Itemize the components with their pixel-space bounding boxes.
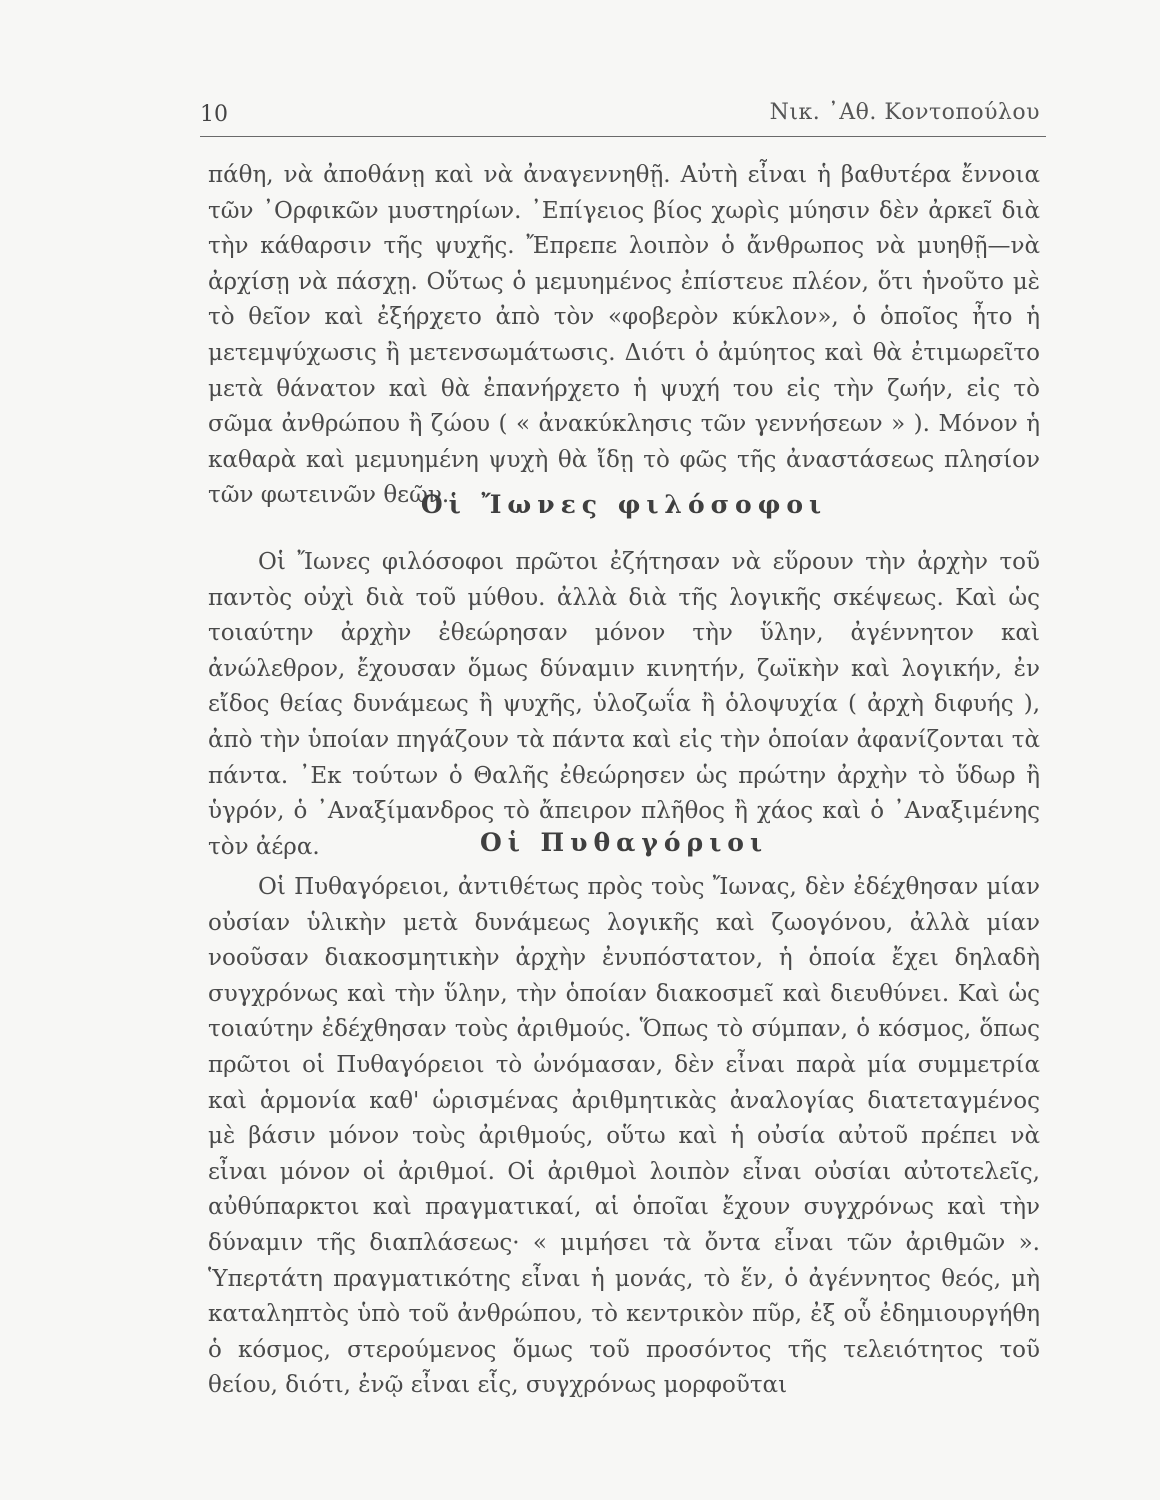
paragraph-ionian-philosophers: Οἱ Ἴωνες φιλόσοφοι πρῶτοι ἐζήτησαν νὰ εὕρουν τὴν ἀρχὴν τοῦ παντὸς οὐχὶ διὰ τοῦ μύθου. ἀλλὰ διὰ τῆς λογικῆς σκέψεως. Καὶ ὡς τοιαύτην ἀρχὴν ἐθεώρησαν μόνον τὴν ὕλην, ἀγέννητον καὶ ἀνώλεθρον, ἔχουσαν ὅμως δύναμιν κινητήν, ζωϊκὴν καὶ λογικήν, ἐν εἴδος θείας δυνάμεως ἢ ψυχῆς, ὑλοζωΐα ἢ ὁλοψυχία ( ἀρχὴ διφυής ), ἀπὸ τὴν ὑποίαν πηγάζουν τὰ πάντα καὶ εἰς τὴν ὁποίαν ἀφανίζονται τὰ πάντα. ᾿Εκ τούτων ὁ Θαλῆς ἐθεώρησεν ὡς πρώτην ἀρχὴν τὸ ὕδωρ ἢ ὑγρόν, ὁ ᾿Αναξίμανδρος τὸ ἄπειρον πλῆθος ἢ χάος καὶ ὁ ᾿Αναξιμένης τὸν ἀέρα.	[208, 549, 1040, 860]
section-heading-ionian-philosophers: Οἱ Ἴωνες φιλόσοφοι	[420, 490, 828, 519]
author-name: Νικ. ᾿Αθ. Κοντοπούλου	[769, 100, 1040, 125]
section-heading-pythagoreans: Οἱ Πυθαγόριοι	[479, 828, 769, 857]
paragraph-pythagoreans: Οἱ Πυθαγόρειοι, ἀντιθέτως πρὸς τοὺς Ἴωνας, δὲν ἐδέχθησαν μίαν οὐσίαν ὑλικὴν μετὰ δυνάμεως λογικῆς καὶ ζωογόνου, ἀλλὰ μίαν νοοῦσαν διακοσμητικὴν ἀρχὴν ἐνυπόστατον, ἡ ὁποία ἔχει δηλαδὴ συγχρόνως καὶ τὴν ὕλην, τὴν ὁποίαν διακοσμεῖ καὶ διευθύνει. Καὶ ὡς τοιαύτην ἐδέχθησαν τοὺς ἀριθμούς. Ὅπως τὸ σύμπαν, ὁ κόσμος, ὅπως πρῶτοι οἱ Πυθαγόρειοι τὸ ὠνόμασαν, δὲν εἶναι παρὰ μία συμμετρία καὶ ἁρμονία καθ' ὡρισμένας ἀριθμητικὰς ἀναλογίας διατεταγμένος μὲ βάσιν μόνον τοὺς ἀριθμούς, οὕτω καὶ ἡ οὐσία αὐτοῦ πρέπει νὰ εἶναι μόνον οἱ ἀριθμοί. Οἱ ἀριθμοὶ λοιπὸν εἶναι οὐσίαι αὐτοτελεῖς, αὐθύπαρκτοι καὶ πραγματικαί, αἱ ὁποῖαι ἔχουν συγχρόνως καὶ τὴν δύναμιν τῆς διαπλάσεως· « μιμήσει τὰ ὄντα εἶναι τῶν ἀριθμῶν ». Ὑπερτάτη πραγματικότης εἶναι ἡ μονάς, τὸ ἕν, ὁ ἀγέννητος θεός, μὴ καταληπτὸς ὑπὸ τοῦ ἀνθρώπου, τὸ κεντρικὸν πῦρ, ἐξ οὗ ἐδημιουργήθη ὁ κόσμος, στερούμενος ὅμως τοῦ προσόντος τῆς τελειότητος τοῦ θείου, διότι, ἐνῷ εἶναι εἷς, συγχρόνως μορφοῦται	[208, 874, 1040, 1399]
page-number: 10	[200, 102, 228, 127]
running-header	[200, 100, 1046, 137]
paragraph-orphic-mysteries: πάθη, νὰ ἀποθάνῃ καὶ νὰ ἀναγεννηθῇ. Αὐτὴ εἶναι ἡ βαθυτέρα ἔννοια τῶν ᾿Ορφικῶν μυστηρίων. ᾿Επίγειος βίος χωρὶς μύησιν δὲν ἀρκεῖ διὰ τὴν κάθαρσιν τῆς ψυχῆς. Ἔπρεπε λοιπὸν ὁ ἄνθρωπος νὰ μυηθῇ—νὰ ἀρχίσῃ νὰ πάσχῃ. Οὕτως ὁ μεμυημένος ἐπίστευε πλέον, ὅτι ἡνοῦτο μὲ τὸ θεῖον καὶ ἐξήρχετο ἀπὸ τὸν «φοβερὸν κύκλον», ὁ ὁποῖος ἦτο ἡ μετεμψύχωσις ἢ μετενσωμάτωσις. Διότι ὁ ἀμύητος καὶ θὰ ἐτιμωρεῖτο μετὰ θάνατον καὶ θὰ ἐπανήρχετο ἡ ψυχή του εἰς τὴν ζωήν, εἰς τὸ σῶμα ἀνθρώπου ἢ ζώου ( « ἀνακύκλησις τῶν γεννήσεων » ). Μόνον ἡ καθαρὰ καὶ μεμυημένη ψυχὴ θὰ ἴδῃ τὸ φῶς τῆς ἀναστάσεως πλησίον τῶν φωτεινῶν θεῶν.	[208, 162, 1040, 509]
